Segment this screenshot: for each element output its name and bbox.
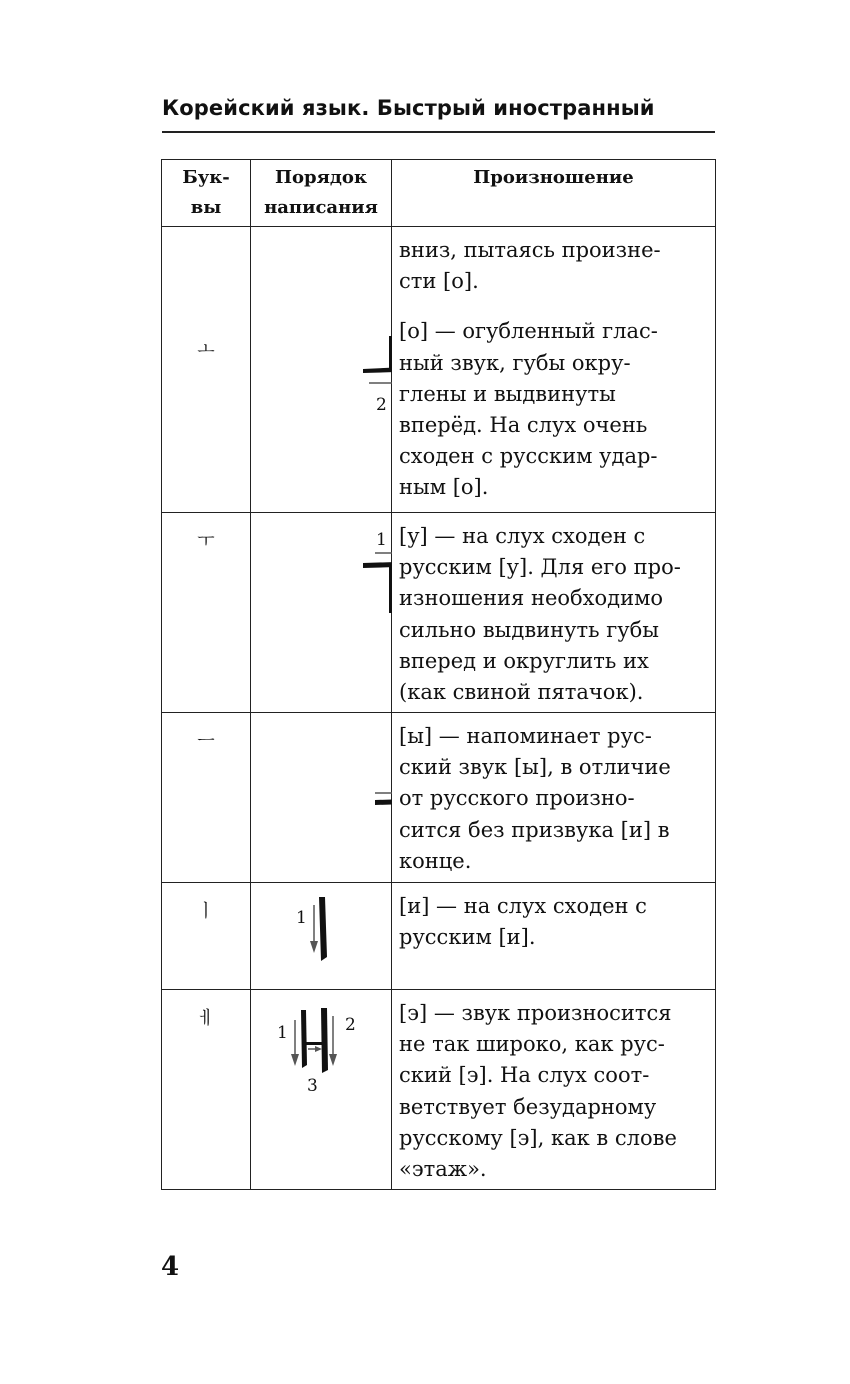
table-row — [162, 713, 716, 883]
stroke-order-diagram — [251, 883, 392, 990]
letter-cell — [162, 513, 251, 713]
pronunciation-cell — [392, 990, 716, 1190]
stroke-order-cell — [251, 713, 392, 883]
pronunciation-text: вниз, пытаясь произне- сти [о]. — [399, 238, 661, 294]
arrow-1-head — [291, 1054, 299, 1066]
stroke-order-diagram — [251, 227, 392, 513]
stroke-number: 1 — [296, 908, 307, 928]
stroke-number: 3 — [307, 1076, 318, 1096]
stroke-number: 1 — [277, 1023, 288, 1043]
letter-cell — [162, 713, 251, 883]
letter-cell — [162, 990, 251, 1190]
pronunciation-text: [у] — на слух сходен с русским [у]. Для его про- изношения необходимо сильно выдвинуть губы вперед и округлить их (как свиной пятачок). — [399, 524, 681, 705]
column-header-letters: Бук- вы — [162, 160, 251, 227]
stroke-order-cell — [251, 990, 392, 1190]
stroke-number: 2 — [376, 395, 387, 415]
stroke-order-diagram — [251, 513, 392, 713]
stroke-order-diagram — [251, 990, 392, 1190]
pronunciation-text: [о] — огубленный глас- ный звук, губы окру- глены и выдвинуты вперёд. На слух очень сходен с русским удар- ным [о]. — [399, 319, 658, 500]
page-number: 4 — [161, 1252, 180, 1282]
pronunciation-text: [ы] — напоминает рус- ский звук [ы], в отличие от русского произно- сится без призвука [и] в конце. — [399, 724, 671, 873]
table-row — [162, 883, 716, 990]
letter-glyph: ㅗ — [197, 339, 215, 360]
letter-glyph: ㅔ — [197, 1008, 215, 1029]
stroke-vertical — [389, 565, 392, 613]
stroke-horizontal — [363, 561, 392, 568]
stroke-horizontal — [363, 366, 392, 373]
table-header-row — [162, 160, 716, 227]
pronunciation-text: [и] — на слух сходен с русским [и]. — [399, 894, 647, 950]
stroke-vertical-right — [321, 1008, 328, 1073]
stroke-vertical — [389, 336, 392, 371]
column-header-stroke-order: Порядок написания — [251, 160, 392, 227]
pronunciation-cell — [392, 883, 716, 990]
letter-glyph: ㅣ — [197, 901, 215, 922]
table-row — [162, 513, 716, 713]
letter-cell — [162, 883, 251, 990]
stroke-horizontal — [306, 1042, 322, 1045]
stroke-order-cell — [251, 227, 392, 513]
letter-glyph: ㅜ — [197, 531, 215, 552]
arrow-3-head — [315, 1046, 322, 1052]
stroke-horizontal — [375, 798, 392, 805]
letters-table — [161, 159, 716, 1190]
pronunciation-text: [э] — звук произносится не так широко, как рус- ский [э]. На слух соот- ветствует безударному русскому [э], как в слове «этаж». — [399, 1001, 677, 1182]
running-head: Корейский язык. Быстрый иностранный — [162, 96, 655, 120]
stroke-number: 2 — [345, 1015, 356, 1035]
stroke-number: 1 — [376, 530, 387, 550]
stroke-vertical — [319, 897, 327, 961]
stroke-order-cell — [251, 883, 392, 990]
pronunciation-cell — [392, 713, 716, 883]
letter-cell — [162, 227, 251, 513]
stroke-order-cell — [251, 513, 392, 713]
table-row — [162, 990, 716, 1190]
column-header-pronunciation: Произношение — [392, 160, 716, 227]
header-rule — [162, 131, 715, 133]
arrow-1-head — [310, 941, 318, 953]
table-row — [162, 227, 716, 513]
pronunciation-cell — [392, 513, 716, 713]
pronunciation-cell — [392, 227, 716, 513]
stroke-order-diagram — [251, 713, 392, 883]
letter-glyph: ㅡ — [197, 731, 215, 752]
stroke-vertical-left — [301, 1010, 307, 1068]
arrow-2-head — [329, 1054, 337, 1066]
